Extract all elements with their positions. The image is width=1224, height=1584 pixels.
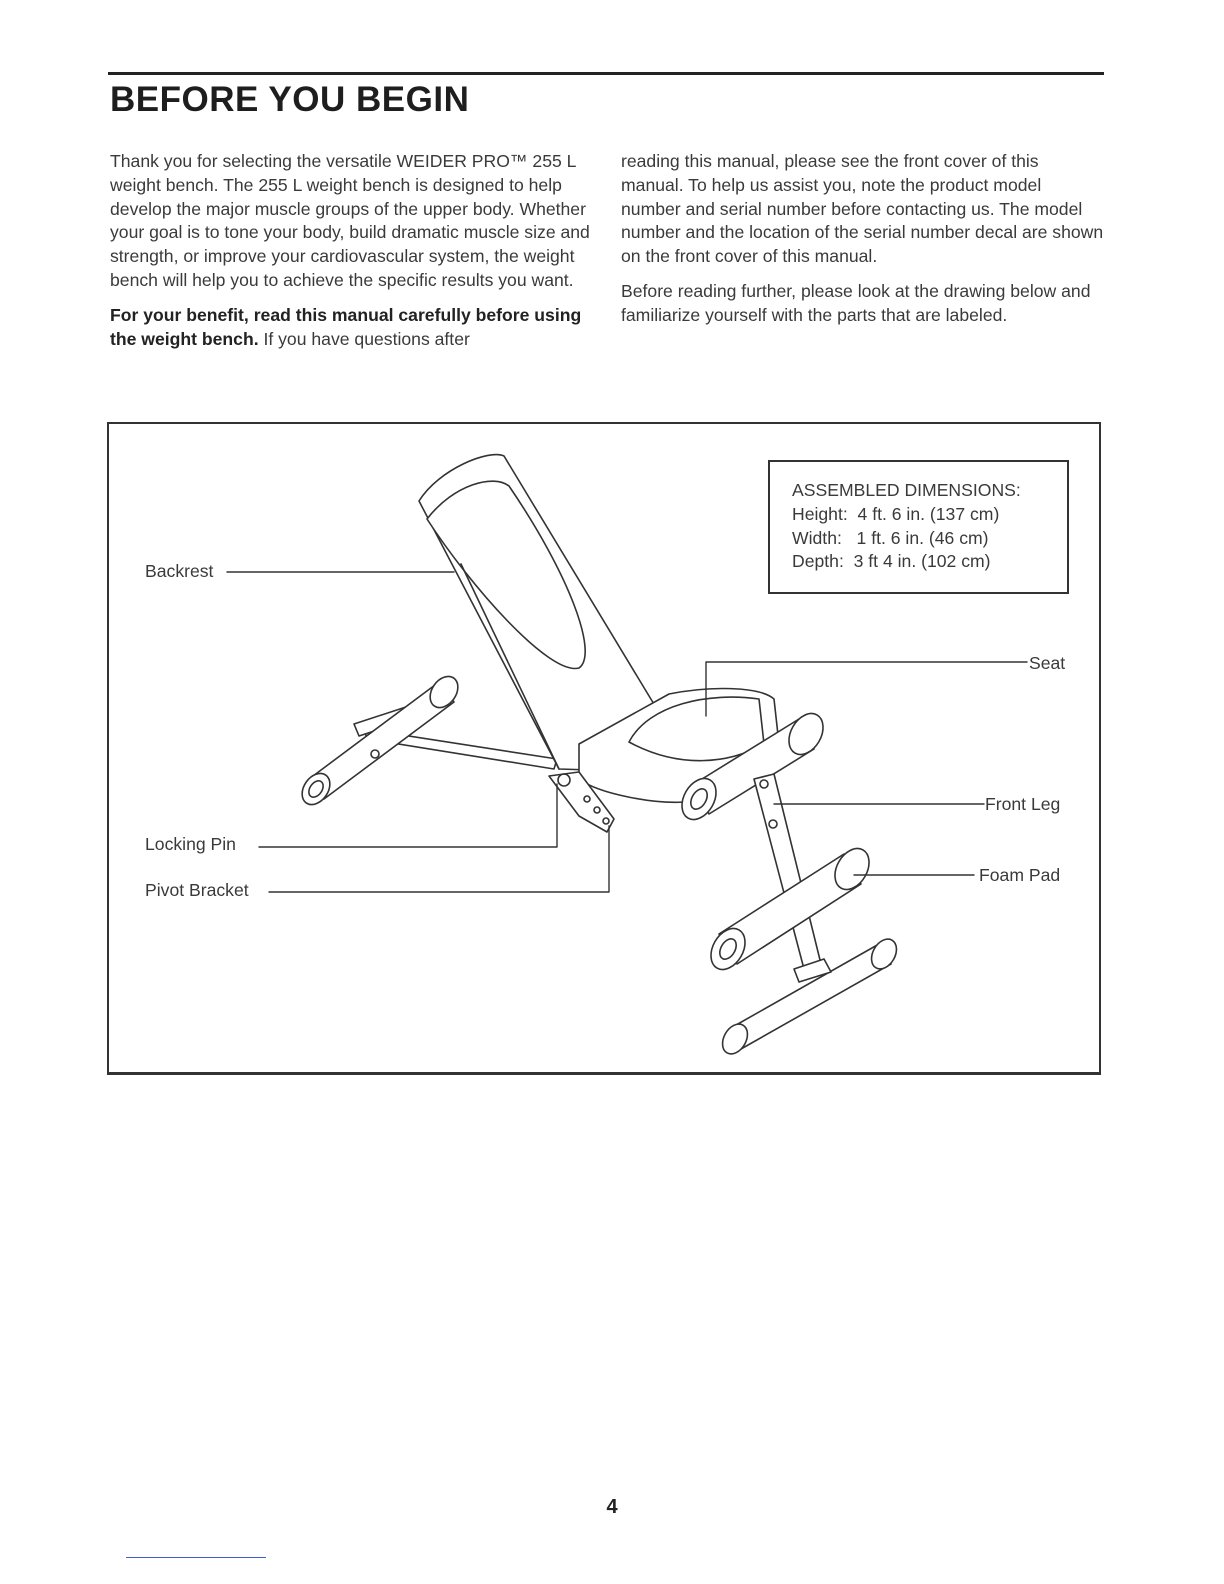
dimension-depth: Depth: 3 ft 4 in. (102 cm): [792, 551, 991, 572]
page-number: 4: [606, 1496, 618, 1518]
intro-paragraph-1: Thank you for selecting the versatile WEIDER PRO™ 255 L weight bench. The 255 L weight bench is designed to help develop the major muscle groups of the upper body. Whether your goal is to tone your body, build dramatic muscle size and strength, or improve your cardiovascular system, the weight bench will help you to achieve the specific results you want.: [110, 151, 590, 290]
bench-diagram: [107, 422, 1101, 1075]
intro-paragraph-4: Before reading further, please look at the drawing below and familiarize yourself with the parts that are labeled.: [621, 280, 1091, 325]
page-title: BEFORE YOU BEGIN: [110, 80, 470, 119]
label-foam-pad: Foam Pad: [979, 865, 1061, 885]
label-seat: Seat: [1029, 653, 1066, 673]
label-pivot-bracket: Pivot Bracket: [145, 880, 249, 900]
intro-paragraph-3: reading this manual, please see the front cover of this manual. To help us assist you, note the product model number and serial number before contacting us. The model number and the location of the serial number decal are shown on the front cover of this manual.: [621, 151, 1104, 267]
intro-left-column: [110, 150, 600, 362]
label-front-leg: Front Leg: [985, 794, 1061, 814]
intro-bold-text: For your benefit, read this manual carefully before using the weight bench.: [110, 304, 582, 349]
dimension-height: Height: 4 ft. 6 in. (137 cm): [792, 503, 1000, 524]
intro-paragraph-2-rest: If you have questions after: [258, 328, 470, 349]
dimension-width: Width: 1 ft. 6 in. (46 cm): [792, 527, 989, 548]
footer-line: [126, 1557, 266, 1558]
label-locking-pin: Locking Pin: [145, 834, 236, 854]
assembled-dimensions-box: [768, 460, 1069, 594]
intro-right-column: [621, 150, 1105, 339]
intro-paragraph-2: [110, 304, 600, 352]
title-rule: [108, 72, 1104, 75]
dimensions-heading: ASSEMBLED DIMENSIONS:: [792, 480, 1021, 500]
label-backrest: Backrest: [145, 561, 214, 581]
leader-pivot-bracket: [269, 826, 609, 892]
